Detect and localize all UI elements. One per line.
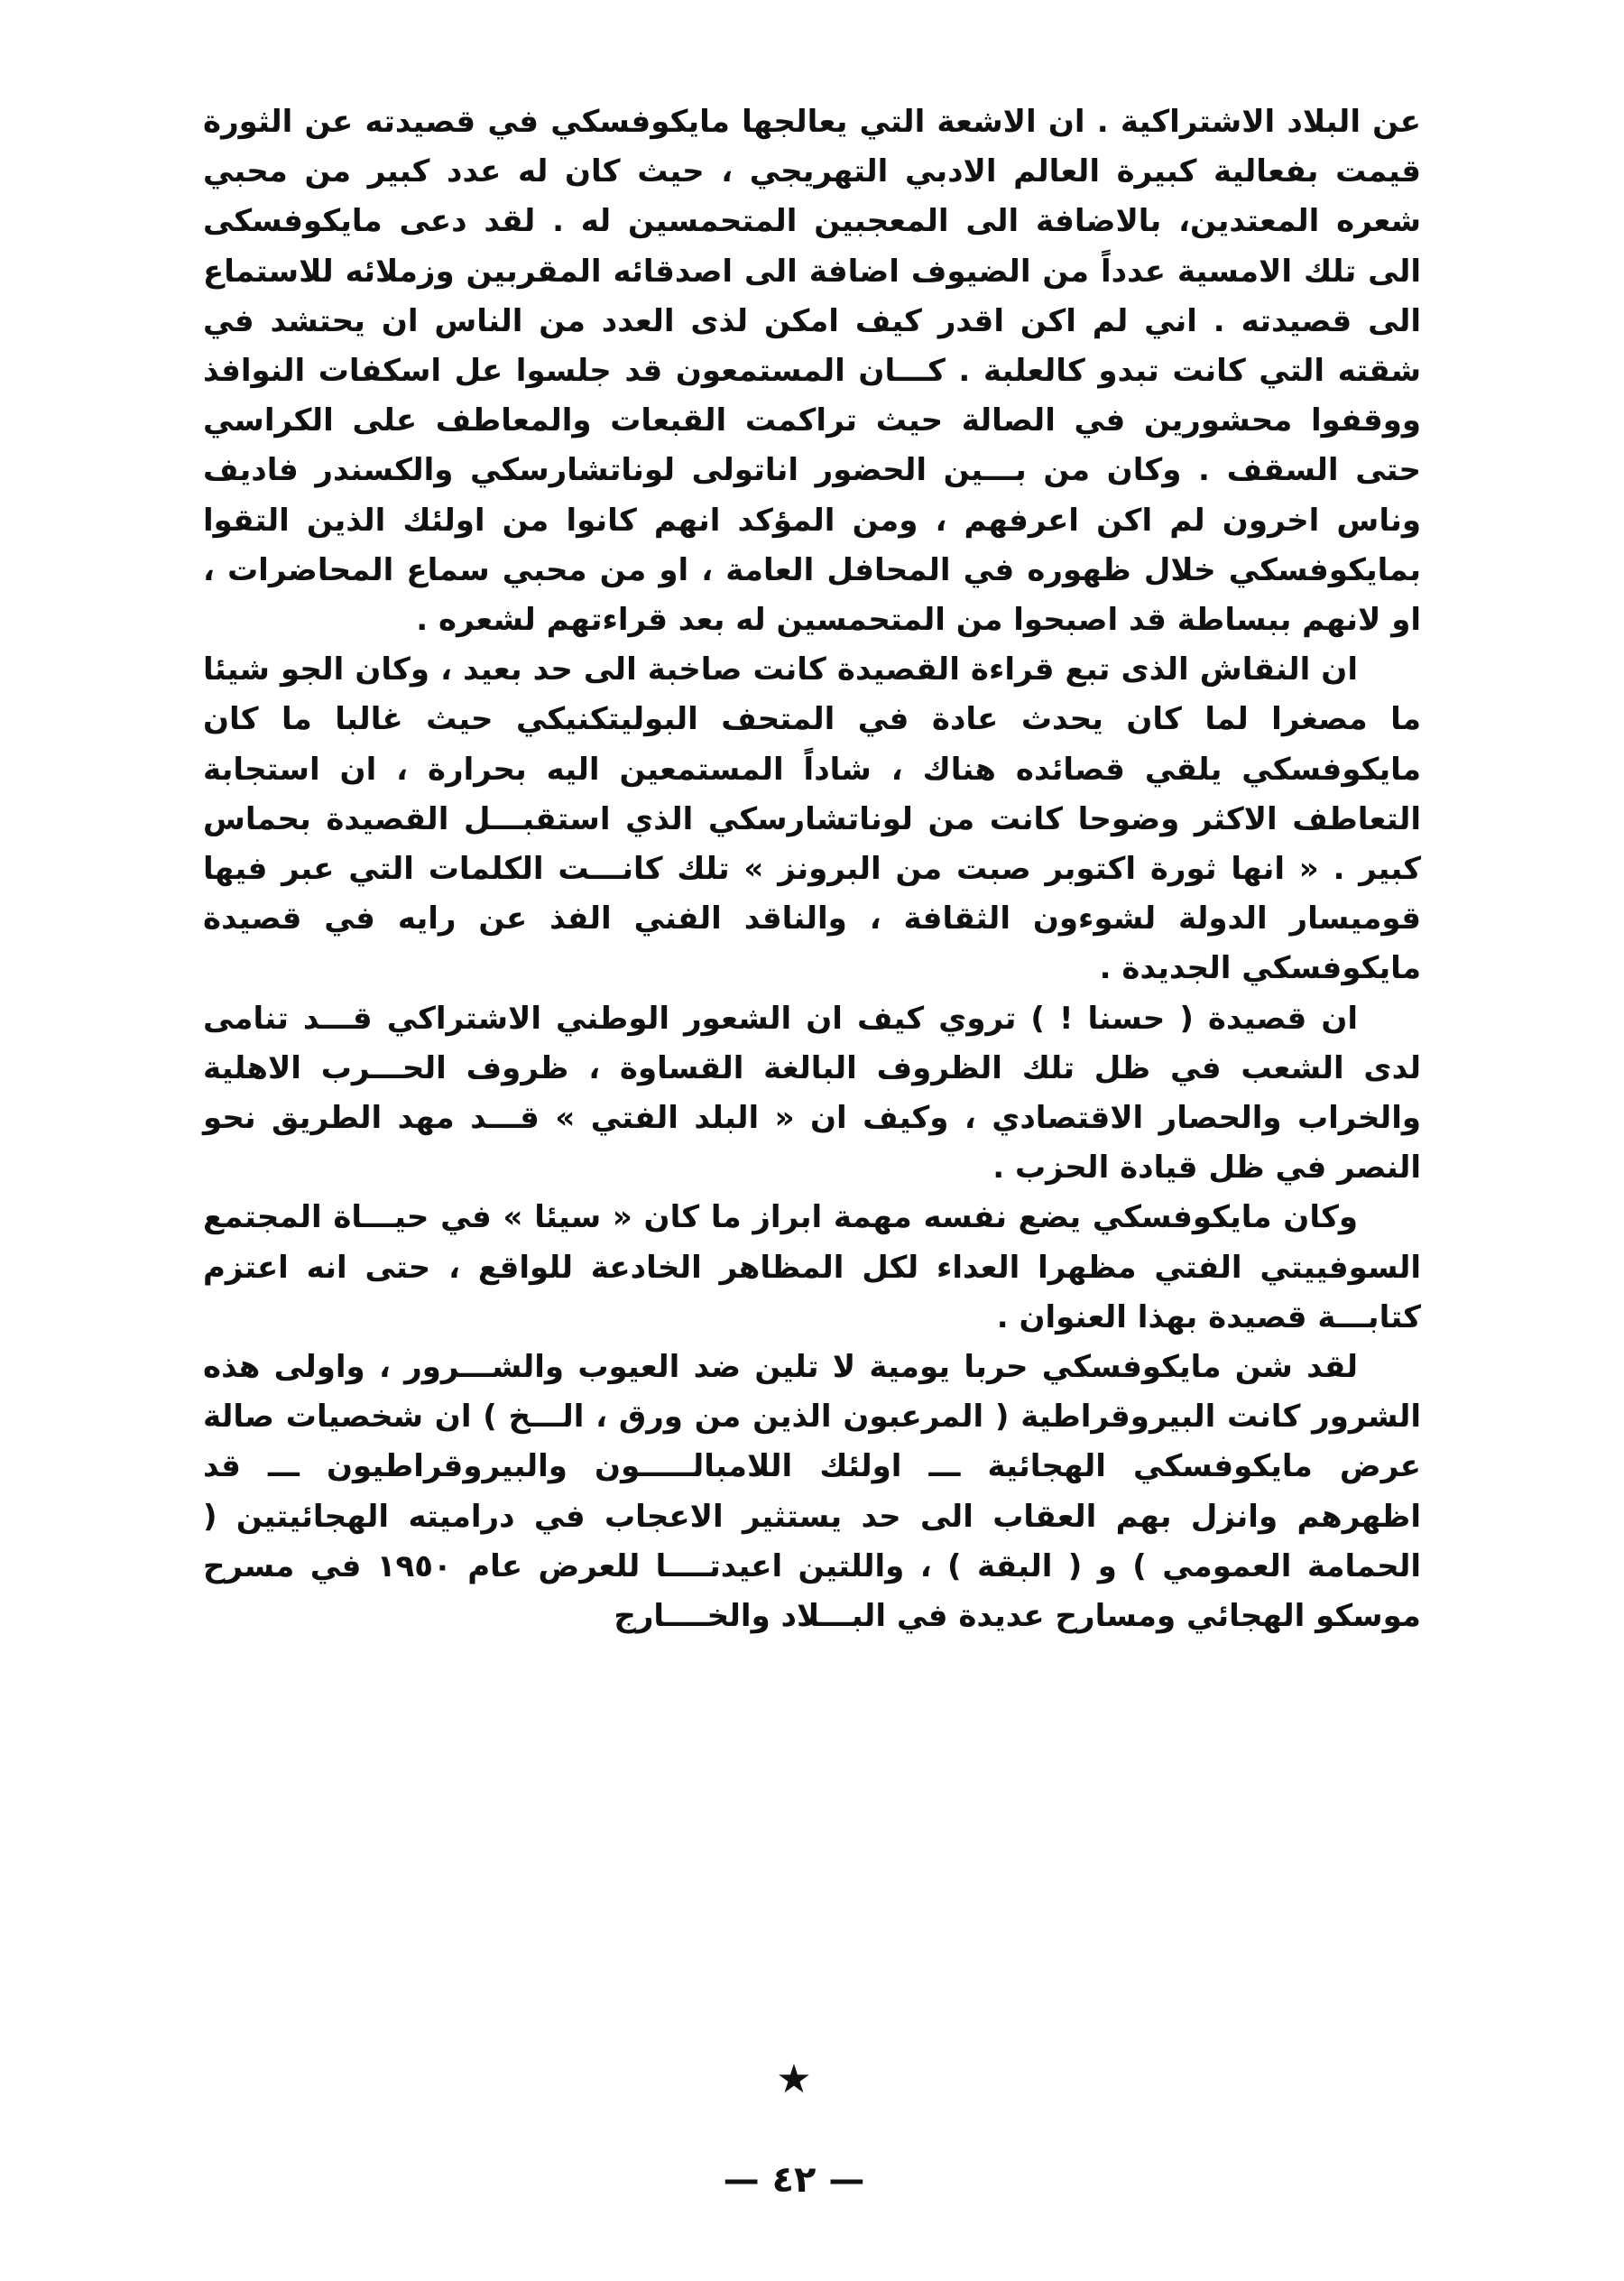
star-ornament-icon: ★ [776, 2056, 812, 2102]
paragraph-5: لقد شن مايكوفسكي حربا يومية لا تلين ضد العيوب والشـــرور ، واولى هذه الشرور كانت البيروقراطية ( المرعبون الذين من ورق ، الـــخ ) ان شخصيات صالة عرض مايكوفسكي الهجائية ـــ اولئك اللامبالـــــون والبيروقراطيون ـــ قد اظهرهم وانزل بهم العقاب الى حد يستثير الاعجاب في دراميته الهجائيتين ( الحمامة العمومي ) و ( البقة ) ، واللتين اعيدتــــا للعرض عام ١٩٥٠ في مسرح موسكو الهجائي ومسارح عديدة في البـــلاد والخــــارج [203, 1349, 1421, 1635]
page-number: — ٤٢ — [723, 2159, 865, 2201]
document-body-text [203, 97, 1421, 1641]
paragraph-2: ان النقاش الذى تبع قراءة القصيدة كانت صاخبة الى حد بعيد ، وكان الجو شيئا ما مصغرا لما كان يحدث عادة في المتحف البوليتكنيكي حيث غالبا ما كان مايكوفسكي يلقي قصائده هناك ، شاداً المستمعين اليه بحرارة ، ان استجابة التعاطف الاكثر وضوحا كانت من لوناتشارسكي الذي استقبـــل القصيدة بحماس كبير . « انها ثورة اكتوبر صبت من البرونز » تلك كانـــت الكلمات التي عبر فيها قوميسار الدولة لشوءون الثقافة ، والناقد الفني الفذ عن رايه في قصيدة مايكوفسكي الجديدة . [203, 651, 1421, 987]
paragraph-3: ان قصيدة ( حسنا ! ) تروي كيف ان الشعور الوطني الاشتراكي قـــد تنامى لدى الشعب في ظل تلك الظروف البالغة القساوة ، ظروف الحـــرب الاهلية والخراب والحصار الاقتصادي ، وكيف ان « البلد الفتي » قـــد مهد الطريق نحو النصر في ظل قيادة الحزب . [203, 1000, 1421, 1187]
paragraph-4: وكان مايكوفسكي يضع نفسه مهمة ابراز ما كان « سيئا » في حيـــاة المجتمع السوفييتي الفتي مظهرا العداء لكل المظاهر الخادعة للواقع ، حتى انه اعتزم كتابـــة قصيدة بهذا العنوان . [203, 1199, 1421, 1335]
paragraph-1: عن البلاد الاشتراكية . ان الاشعة التي يعالجها مايكوفسكي في قصيدته عن الثورة قيمت بفعالية كبيرة العالم الادبي التهريجي ، حيث كان له عدد كبير من محبي شعره المعتدين، بالاضافة الى المعجبين المتحمسين له . لقد دعى مايكوفسكى الى تلك الامسية عدداً من الضيوف اضافة الى اصدقائه المقربين وزملائه للاستماع الى قصيدته . اني لم اكن اقدر كيف امكن لذى العدد من الناس ان يحتشد في شقته التي كانت تبدو كالعلبة . كـــان المستمعون قد جلسوا عل اسكفات النوافذ ووقفوا محشورين في الصالة حيث تراكمت القبعات والمعاطف على الكراسي حتى السقف . وكان من بـــين الحضور اناتولى لوناتشارسكي والكسندر فاديف وناس اخرون لم اكن اعرفهم ، ومن المؤكد انهم كانوا من اولئك الذين التقوا بمايكوفسكي خلال ظهوره في المحافل العامة ، او من محبي سماع المحاضرات ، او لانهم ببساطة قد اصبحوا من المتحمسين له بعد قراءتهم لشعره . [203, 104, 1421, 639]
